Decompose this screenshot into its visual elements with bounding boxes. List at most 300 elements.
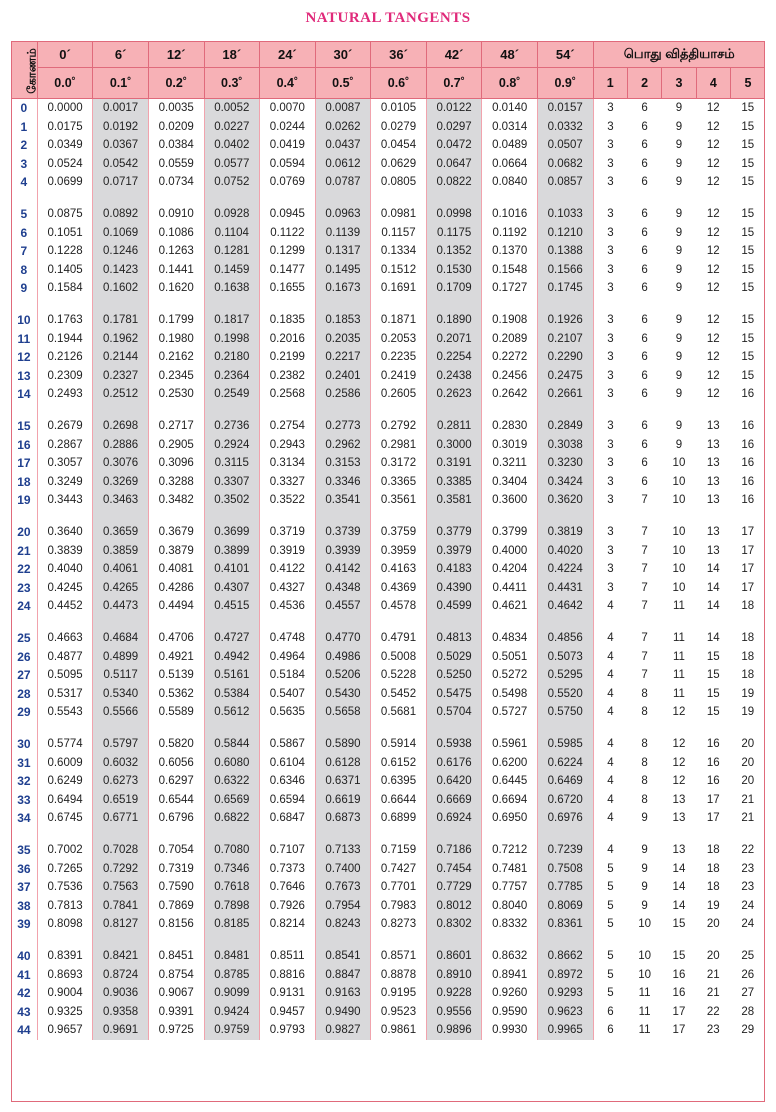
tangent-value: 0.3959 [371, 542, 427, 561]
difference-value: 12 [706, 226, 720, 239]
difference-value: 18 [741, 650, 755, 663]
tangent-value: 0.6445 [482, 772, 538, 791]
difference-value: 6 [641, 475, 648, 488]
difference-value: 13 [706, 457, 720, 470]
tangent-value: 0.4265 [93, 579, 149, 598]
tangent-value: 0.7400 [315, 860, 371, 879]
tangent-value: 0.0244 [260, 118, 316, 137]
table-row [11, 772, 765, 791]
tangent-value: 0.2071 [426, 330, 482, 349]
tangent-value: 0.9391 [148, 1003, 204, 1022]
tangent-value: 0.5272 [482, 666, 538, 685]
angle-cell: 17 [11, 454, 37, 473]
difference-value: 8 [641, 775, 648, 788]
difference-value: 10 [672, 544, 686, 557]
difference-value: 5 [593, 878, 627, 897]
tangent-value: 0.6346 [260, 772, 316, 791]
difference-column-header: 3 [662, 68, 696, 99]
group-spacer [11, 404, 765, 418]
angle-cell: 32 [11, 772, 37, 791]
tangent-value: 0.4000 [482, 542, 538, 561]
table-row [11, 560, 765, 579]
tangent-value: 0.4684 [93, 629, 149, 648]
table-row [11, 173, 765, 192]
difference-value: 12 [706, 176, 720, 189]
tangent-value: 0.3076 [93, 454, 149, 473]
tangent-value: 0.5681 [371, 703, 427, 722]
tangent-value: 0.6619 [315, 791, 371, 810]
table-row [11, 791, 765, 810]
tangent-value: 0.4942 [204, 648, 260, 667]
difference-value: 15 [741, 369, 755, 382]
table-row [11, 155, 765, 174]
difference-value: 3 [593, 542, 627, 561]
tangent-value: 0.0928 [204, 205, 260, 224]
tangent-value: 0.7133 [315, 841, 371, 860]
difference-value: 13 [706, 420, 720, 433]
difference-value: 23 [741, 881, 755, 894]
tangent-value: 0.8421 [93, 947, 149, 966]
tangent-value: 0.3699 [204, 523, 260, 542]
tangent-value: 0.2144 [93, 348, 149, 367]
difference-value: 5 [593, 984, 627, 1003]
tangent-value: 0.3899 [204, 542, 260, 561]
difference-value: 10 [672, 494, 686, 507]
tangent-value: 0.0787 [315, 173, 371, 192]
tangent-value: 0.0822 [426, 173, 482, 192]
tangent-value: 0.8040 [482, 897, 538, 916]
tangent-value: 0.0489 [482, 136, 538, 155]
angle-cell: 26 [11, 648, 37, 667]
angle-column-header: கோணம் [11, 41, 37, 99]
tangent-value: 0.6009 [37, 754, 93, 773]
tangent-value: 0.6297 [148, 772, 204, 791]
difference-value: 16 [741, 457, 755, 470]
table-row [11, 330, 765, 349]
difference-value: 5 [593, 966, 627, 985]
tangent-value: 0.1441 [148, 261, 204, 280]
group-spacer [11, 722, 765, 736]
difference-value: 4 [593, 703, 627, 722]
tangent-value: 0.7265 [37, 860, 93, 879]
tangent-value: 0.1926 [537, 311, 593, 330]
tangent-value: 0.9930 [482, 1021, 538, 1040]
difference-value: 9 [675, 208, 683, 221]
tangent-value: 0.8273 [371, 915, 427, 934]
table-row [11, 523, 765, 542]
difference-value: 6 [641, 120, 648, 133]
angle-cell: 13 [11, 367, 37, 386]
tangent-value: 0.5543 [37, 703, 93, 722]
difference-value: 23 [741, 862, 755, 875]
tangent-value: 0.0262 [315, 118, 371, 137]
tangent-value: 0.0384 [148, 136, 204, 155]
tangent-value: 0.5635 [260, 703, 316, 722]
difference-value: 6 [593, 1003, 627, 1022]
tangent-value: 0.5914 [371, 735, 427, 754]
tangent-value: 0.7346 [204, 860, 260, 879]
difference-value: 4 [593, 791, 627, 810]
difference-value: 9 [675, 369, 683, 382]
tangent-value: 0.3327 [260, 473, 316, 492]
tangent-value: 0.6395 [371, 772, 427, 791]
difference-value: 3 [593, 242, 627, 261]
table-row [11, 367, 765, 386]
tangent-value: 0.2126 [37, 348, 93, 367]
tangent-value: 0.4727 [204, 629, 260, 648]
difference-value: 19 [741, 706, 755, 719]
tangent-value: 0.7926 [260, 897, 316, 916]
angle-cell: 4 [11, 173, 37, 192]
table-row [11, 915, 765, 934]
tangent-value: 0.4101 [204, 560, 260, 579]
tangent-value: 0.5612 [204, 703, 260, 722]
tangent-value: 0.2792 [371, 417, 427, 436]
difference-value: 15 [741, 102, 755, 115]
tangent-value: 0.7813 [37, 897, 93, 916]
difference-value: 3 [593, 473, 627, 492]
tangent-value: 0.2754 [260, 417, 316, 436]
tangent-value: 0.2327 [93, 367, 149, 386]
table-row [11, 311, 765, 330]
tangent-value: 0.3879 [148, 542, 204, 561]
tangent-value: 0.5844 [204, 735, 260, 754]
difference-value: 6 [641, 245, 648, 258]
angle-cell: 21 [11, 542, 37, 561]
tangent-value: 0.2180 [204, 348, 260, 367]
tangent-value: 0.7319 [148, 860, 204, 879]
tangent-value: 0.0314 [482, 118, 538, 137]
difference-value: 3 [593, 261, 627, 280]
tangent-value: 0.1817 [204, 311, 260, 330]
difference-value: 12 [706, 157, 720, 170]
tangent-value: 0.9793 [260, 1021, 316, 1040]
table-row [11, 242, 765, 261]
difference-value: 23 [706, 1024, 720, 1037]
difference-value: 15 [672, 950, 686, 963]
tangent-value: 0.9228 [426, 984, 482, 1003]
difference-value: 6 [641, 420, 648, 433]
tangent-value: 0.4578 [371, 597, 427, 616]
minute-header: 6´ [93, 41, 149, 68]
tangent-value: 0.0699 [37, 173, 93, 192]
tangent-value: 0.4921 [148, 648, 204, 667]
difference-value: 12 [706, 102, 720, 115]
tangent-value: 0.0647 [426, 155, 482, 174]
tangent-value: 0.0945 [260, 205, 316, 224]
table-row [11, 118, 765, 137]
difference-value: 3 [593, 99, 627, 118]
tangent-value: 0.5407 [260, 685, 316, 704]
degree-header: 0.2˚ [148, 68, 204, 99]
difference-value: 17 [706, 793, 720, 806]
tangent-value: 0.6104 [260, 754, 316, 773]
difference-value: 20 [741, 775, 755, 788]
tangent-value: 0.7508 [537, 860, 593, 879]
tangent-value: 0.2382 [260, 367, 316, 386]
tangent-value: 0.0297 [426, 118, 482, 137]
difference-value: 4 [593, 629, 627, 648]
minute-header: 36´ [371, 41, 427, 68]
difference-value: 17 [741, 563, 755, 576]
tangent-value: 0.2272 [482, 348, 538, 367]
difference-value: 7 [641, 494, 648, 507]
difference-value: 10 [672, 563, 686, 576]
tangent-value: 0.1620 [148, 279, 204, 298]
difference-value: 6 [641, 208, 648, 221]
table-body [11, 99, 765, 1040]
difference-value: 6 [641, 369, 648, 382]
tangent-value: 0.4245 [37, 579, 93, 598]
difference-value: 7 [641, 526, 648, 539]
tangent-value: 0.0892 [93, 205, 149, 224]
tangent-value: 0.8662 [537, 947, 593, 966]
difference-value: 14 [706, 632, 720, 645]
tangent-value: 0.8571 [371, 947, 427, 966]
difference-value: 6 [641, 351, 648, 364]
difference-value: 16 [706, 775, 720, 788]
difference-value: 13 [672, 793, 686, 806]
difference-value: 20 [741, 738, 755, 751]
difference-value: 6 [641, 388, 648, 401]
tangent-value: 0.7983 [371, 897, 427, 916]
tangent-value: 0.5206 [315, 666, 371, 685]
difference-value: 6 [641, 314, 648, 327]
difference-value: 3 [593, 385, 627, 404]
tangent-value: 0.8541 [315, 947, 371, 966]
tangent-value: 0.1890 [426, 311, 482, 330]
tangent-value: 0.7186 [426, 841, 482, 860]
tangent-value: 0.6494 [37, 791, 93, 810]
tangent-value: 0.1459 [204, 261, 260, 280]
tangent-value: 0.1157 [371, 224, 427, 243]
tangent-value: 0.5362 [148, 685, 204, 704]
tangent-value: 0.0805 [371, 173, 427, 192]
tangent-value: 0.9623 [537, 1003, 593, 1022]
tangent-value: 0.7054 [148, 841, 204, 860]
tangent-value: 0.6569 [204, 791, 260, 810]
tangent-value: 0.0524 [37, 155, 93, 174]
difference-value: 7 [641, 563, 648, 576]
tangent-value: 0.3979 [426, 542, 482, 561]
tangent-value: 0.1944 [37, 330, 93, 349]
tangent-value: 0.7841 [93, 897, 149, 916]
difference-value: 13 [706, 438, 720, 451]
tangent-value: 0.8847 [315, 966, 371, 985]
difference-value: 13 [706, 544, 720, 557]
difference-value: 3 [593, 523, 627, 542]
tangent-value: 0.4557 [315, 597, 371, 616]
tangent-value: 0.3211 [482, 454, 538, 473]
tangent-value: 0.4706 [148, 629, 204, 648]
difference-value: 4 [593, 597, 627, 616]
tangent-value: 0.4040 [37, 560, 93, 579]
difference-value: 14 [672, 899, 686, 912]
tangent-value: 0.7292 [93, 860, 149, 879]
degree-header: 0.5˚ [315, 68, 371, 99]
tangent-value: 0.2456 [482, 367, 538, 386]
tangent-value: 0.5117 [93, 666, 149, 685]
tangent-value: 0.2605 [371, 385, 427, 404]
tangent-value: 0.2217 [315, 348, 371, 367]
angle-cell: 34 [11, 809, 37, 828]
tangent-value: 0.1495 [315, 261, 371, 280]
difference-value: 7 [641, 650, 648, 663]
difference-value: 18 [741, 632, 755, 645]
tangent-value: 0.9424 [204, 1003, 260, 1022]
tangent-value: 0.3269 [93, 473, 149, 492]
tangent-value: 0.6873 [315, 809, 371, 828]
tangent-value: 0.5475 [426, 685, 482, 704]
tangent-value: 0.5295 [537, 666, 593, 685]
tangent-value: 0.5139 [148, 666, 204, 685]
tangent-value: 0.9657 [37, 1021, 93, 1040]
tangent-value: 0.0875 [37, 205, 93, 224]
tangent-value: 0.7701 [371, 878, 427, 897]
tangent-value: 0.3249 [37, 473, 93, 492]
table-row [11, 648, 765, 667]
table-row [11, 205, 765, 224]
tangent-value: 0.8069 [537, 897, 593, 916]
tangent-value: 0.5073 [537, 648, 593, 667]
difference-value: 4 [593, 666, 627, 685]
difference-value: 13 [706, 494, 720, 507]
difference-value: 3 [593, 311, 627, 330]
difference-value: 9 [675, 438, 683, 451]
difference-value: 29 [741, 1024, 755, 1037]
minute-header: 0´ [37, 41, 93, 68]
tangent-value: 0.4020 [537, 542, 593, 561]
degree-header: 0.8˚ [482, 68, 538, 99]
tangent-value: 0.3679 [148, 523, 204, 542]
tangent-value: 0.8098 [37, 915, 93, 934]
tangent-value: 0.5384 [204, 685, 260, 704]
difference-value: 15 [706, 687, 720, 700]
tangent-value: 0.0594 [260, 155, 316, 174]
tangent-value: 0.1192 [482, 224, 538, 243]
tangent-value: 0.2345 [148, 367, 204, 386]
tangent-value: 0.4791 [371, 629, 427, 648]
tangent-value: 0.6080 [204, 754, 260, 773]
difference-value: 3 [593, 579, 627, 598]
table-row [11, 966, 765, 985]
tangent-value: 0.4204 [482, 560, 538, 579]
tangent-value: 0.3839 [37, 542, 93, 561]
tangent-value: 0.1405 [37, 261, 93, 280]
tangent-value: 0.2438 [426, 367, 482, 386]
tangent-value: 0.8785 [204, 966, 260, 985]
tangent-value: 0.4536 [260, 597, 316, 616]
difference-value: 8 [641, 738, 648, 751]
tangent-value: 0.8127 [93, 915, 149, 934]
tangent-value: 0.2981 [371, 436, 427, 455]
tangent-value: 0.0122 [426, 99, 482, 118]
tangent-value: 0.3115 [204, 454, 260, 473]
table-row [11, 984, 765, 1003]
tangent-value: 0.2867 [37, 436, 93, 455]
tangent-value: 0.0910 [148, 205, 204, 224]
difference-column-header: 2 [627, 68, 661, 99]
tangent-value: 0.1122 [260, 224, 316, 243]
tangent-value: 0.4307 [204, 579, 260, 598]
tangent-value: 0.9195 [371, 984, 427, 1003]
tangent-value: 0.0682 [537, 155, 593, 174]
angle-cell: 44 [11, 1021, 37, 1040]
tangent-value: 0.2016 [260, 330, 316, 349]
difference-value: 7 [641, 632, 648, 645]
tangent-value: 0.4748 [260, 629, 316, 648]
angle-cell: 6 [11, 224, 37, 243]
difference-value: 3 [593, 173, 627, 192]
tangent-value: 0.6594 [260, 791, 316, 810]
difference-value: 6 [641, 457, 648, 470]
tangent-value: 0.0419 [260, 136, 316, 155]
tangent-value: 0.4663 [37, 629, 93, 648]
difference-value: 9 [675, 420, 683, 433]
tangent-value: 0.4142 [315, 560, 371, 579]
difference-value: 12 [672, 756, 686, 769]
tangent-value: 0.1799 [148, 311, 204, 330]
tangent-value: 0.9131 [260, 984, 316, 1003]
difference-value: 10 [672, 457, 686, 470]
tangent-value: 0.4599 [426, 597, 482, 616]
table-row [11, 860, 765, 879]
tangent-value: 0.0000 [37, 99, 93, 118]
degree-header: 0.0˚ [37, 68, 93, 99]
difference-value: 13 [672, 812, 686, 825]
tangent-value: 0.8816 [260, 966, 316, 985]
tangent-value: 0.5520 [537, 685, 593, 704]
tangent-value: 0.0105 [371, 99, 427, 118]
tangent-value: 0.7427 [371, 860, 427, 879]
difference-value: 15 [741, 226, 755, 239]
tangent-value: 0.4224 [537, 560, 593, 579]
table-row [11, 703, 765, 722]
tangent-value: 0.8632 [482, 947, 538, 966]
tangent-value: 0.7080 [204, 841, 260, 860]
tangent-value: 0.7373 [260, 860, 316, 879]
difference-value: 15 [672, 918, 686, 931]
tangent-value: 0.5452 [371, 685, 427, 704]
angle-cell: 16 [11, 436, 37, 455]
tangent-value: 0.5589 [148, 703, 204, 722]
tangent-table [11, 41, 765, 1040]
tangent-value: 0.8302 [426, 915, 482, 934]
difference-value: 7 [641, 544, 648, 557]
difference-value: 9 [675, 102, 683, 115]
tangent-value: 0.0140 [482, 99, 538, 118]
tangent-value: 0.5985 [537, 735, 593, 754]
tangent-value: 0.4986 [315, 648, 371, 667]
difference-value: 16 [706, 738, 720, 751]
table-row [11, 1003, 765, 1022]
tangent-value: 0.2698 [93, 417, 149, 436]
difference-value: 11 [672, 669, 685, 682]
tangent-value: 0.2943 [260, 436, 316, 455]
tangent-value: 0.9260 [482, 984, 538, 1003]
table-row [11, 136, 765, 155]
tangent-value: 0.9725 [148, 1021, 204, 1040]
tangent-value: 0.2089 [482, 330, 538, 349]
tangent-value: 0.6745 [37, 809, 93, 828]
tangent-value: 0.6796 [148, 809, 204, 828]
difference-value: 6 [641, 263, 648, 276]
tangent-value: 0.8754 [148, 966, 204, 985]
table-row [11, 436, 765, 455]
difference-value: 16 [706, 756, 720, 769]
angle-cell: 11 [11, 330, 37, 349]
tangent-value: 0.9523 [371, 1003, 427, 1022]
